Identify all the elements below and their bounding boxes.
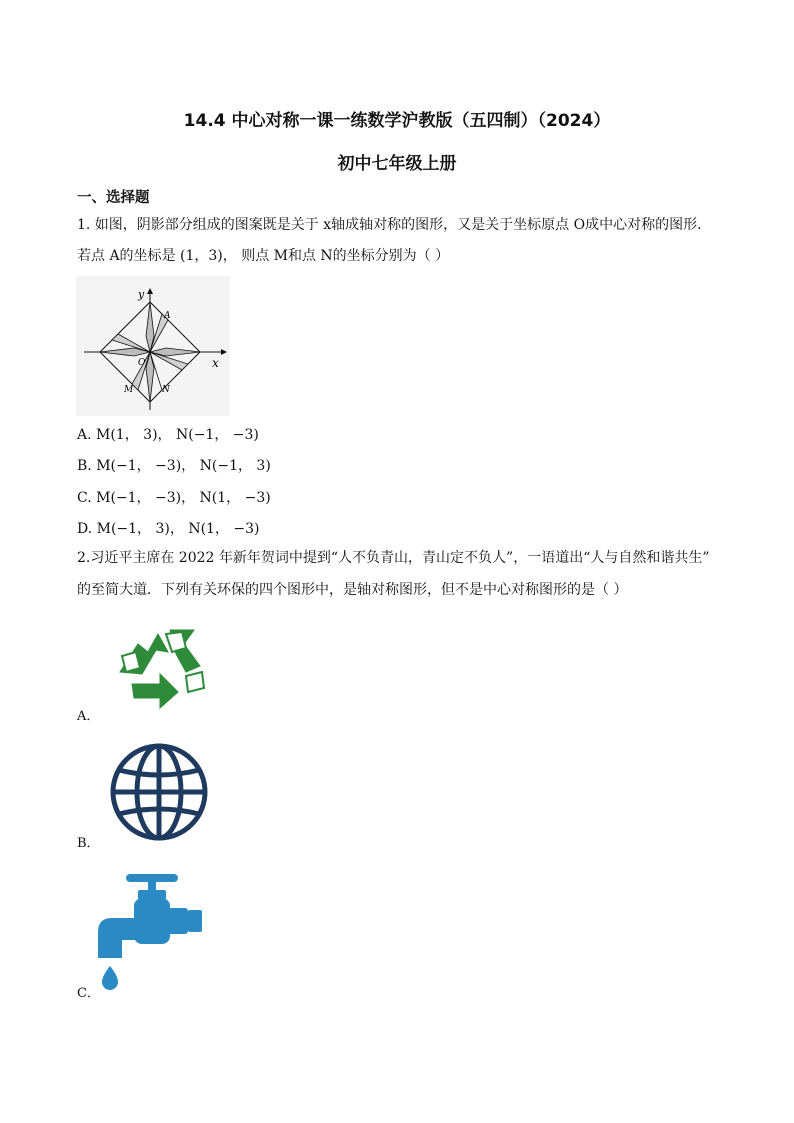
option-b[interactable]: B. M(−1， −3)， N(−1， 3) [77, 458, 271, 474]
recycle-svg [112, 622, 208, 710]
page-subtitle: 初中七年级上册 [337, 154, 457, 174]
point-m-label: M [124, 385, 134, 395]
point-n-label: N [162, 385, 170, 395]
option-c-label[interactable]: C． [77, 986, 100, 1001]
x-axis-arrow [221, 349, 227, 355]
point-a-label: A [164, 311, 171, 321]
globe-svg [107, 740, 211, 844]
question-2-text-line-2: 的至简大道．下列有关环保的四个图形中，是轴对称图形，但不是中心对称图形的是（ ） [77, 582, 628, 598]
option-c[interactable]: C. M(−1， −3)， N(1， −3) [77, 490, 271, 506]
origin-label: O [138, 358, 146, 368]
water-tap-icon[interactable] [92, 868, 208, 998]
option-a[interactable]: A. M(1， 3)， N(−1， −3) [77, 427, 259, 443]
globe-icon[interactable] [107, 740, 211, 844]
question-2-text-line-1: 2.习近平主席在 2022 年新年贺词中提到“人不负青山，青山定不负人”，一语道出“人与自然和谐共生” [77, 550, 710, 566]
section-heading: 一、选择题 [77, 190, 150, 206]
y-axis-arrow [147, 288, 153, 294]
recycle-icon[interactable] [112, 622, 208, 710]
x-axis-label: x [212, 356, 219, 370]
question-1-text-line-2: 若点 A的坐标是 (1，3)， 则点 M和点 N的坐标分别为（ ） [77, 248, 450, 264]
y-axis-label: y [138, 288, 145, 301]
option-b-label[interactable]: B． [77, 836, 100, 851]
tap-svg [92, 868, 208, 998]
coordinate-diagram [76, 276, 230, 416]
page-title: 14.4 中心对称一课一练数学沪教版（五四制）（2024） [183, 111, 611, 131]
option-a-label[interactable]: A． [77, 709, 100, 724]
coordinate-figure [76, 276, 230, 416]
question-1-text-line-1: 1. 如图，阴影部分组成的图案既是关于 x轴成轴对称的图形，又是关于坐标原点 O成中心对称的图形. [77, 217, 702, 233]
option-d[interactable]: D. M(−1， 3)， N(1， −3) [77, 521, 260, 537]
